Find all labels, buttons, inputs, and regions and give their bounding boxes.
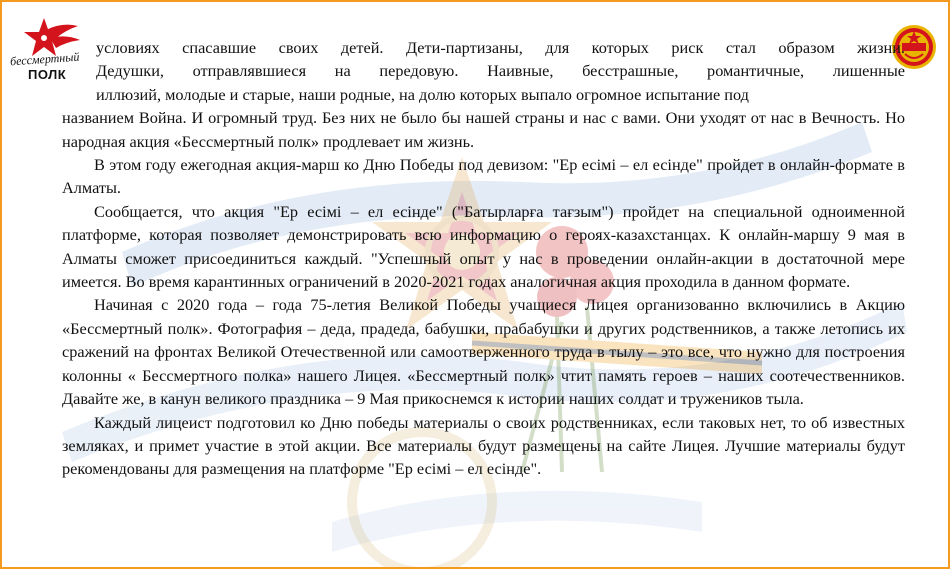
paragraph-1 — [62, 36, 905, 153]
paragraph-1-rest: названием Война. И огромный труд. Без них не было бы нашей страны и нас с вами. Они уходят от нас в Вечность. Но народная акция «Бессмертный полк» продлевает им жизнь. — [62, 108, 905, 151]
paragraph-5: Каждый лицеист подготовил ко Дню победы материалы о своих родственниках, если таковых нет, то об известных земляках, и примет участие в этой акции. Все материалы будут размещены на сайте Лицея. Лучшие материалы будут рекомендованы для размещения на платформе "Ер есімі – ел есінде". — [62, 412, 905, 479]
paragraph-4: Начиная с 2020 года – года 75-летия Великой Победы учащиеся Лицея организованно включились в Акцию «Бессмертный полк». Фотография – деда, прадеда, бабушки, прабабушки и других родственников, а также летопись их сражений на фронтах Великой Отечественной или самоотверженного труда в тылу – это все, что нужно для построения колонны « Бессмертного полка» нашего Лицея. «Бессмертный полк» чтит память героев – наших соотечественников. Давайте же, в канун великого праздника – 9 Мая прикоснемся к истории наших солдат и тружеников тыла. — [62, 295, 905, 409]
paragraph-2: В этом году ежегодная акция-марш ко Дню Победы под девизом: "Ер есімі – ел есінде" пройдет в онлайн-формате в Алматы. — [62, 155, 905, 198]
paragraph-1-line-3: иллюзий, молодые и старые, наши родные, на долю которых выпало огромное испытание под — [96, 84, 749, 104]
logo-polk-text: ПОЛК — [28, 67, 67, 82]
article-body — [62, 36, 905, 481]
paragraph-3: Сообщается, что акция "Ер есімі – ел есінде" ("Батырларға тағзым") пройдет на специальной одноименной платформе, которая позволяет демонстрировать всю информацию о героях-казахстанцах. К онлайн-маршу 9 мая в Алматы сможет присоединиться каждый. "Успешный опыт у нас в проведении онлайн-акции в достаточной мере имеется. Во время карантинных ограничений в 2020-2021 годах аналогичная акция проходила в данном формате. — [62, 201, 905, 292]
paragraph-1-line-1: условиях спасавшие своих детей. Дети-партизаны, для которых риск стал образом жизни. — [96, 38, 905, 57]
logo-script-text: бессмертный — [9, 49, 80, 69]
paragraph-1-line-2: Дедушки, отправлявшиеся на передовую. Наивные, бесстрашные, романтичные, лишенные — [96, 61, 905, 81]
